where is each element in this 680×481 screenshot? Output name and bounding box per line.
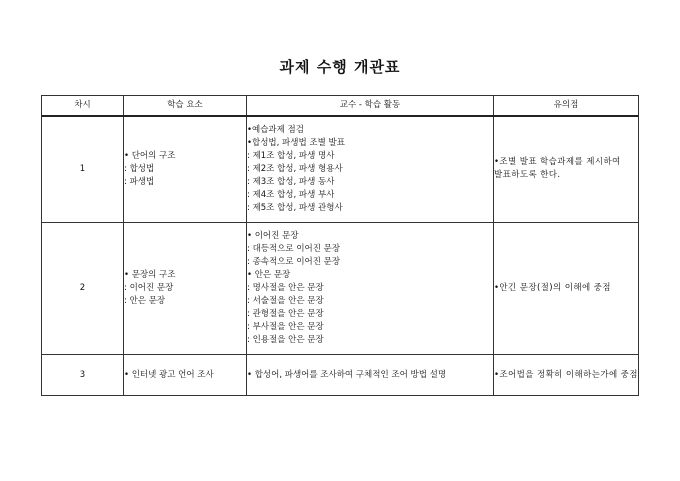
table-header-row <box>42 96 639 116</box>
activity-line: • 이어진 문장 <box>247 231 299 241</box>
element-line: • 인터넷 광고 언어 조사 <box>124 369 214 380</box>
activity-line: : 종속적으로 이어진 문장 <box>247 257 341 267</box>
learning-elements-cell <box>124 223 247 355</box>
activity-line: : 부사절을 안은 문장 <box>247 322 324 332</box>
header-session: 차시 <box>42 96 124 116</box>
task-overview-table <box>41 95 639 396</box>
activity-line: : 인용절을 안은 문장 <box>247 335 324 345</box>
element-line: : 이어진 문장 <box>124 283 174 293</box>
notes-cell <box>494 355 639 396</box>
element-line: • 문장의 구조 <box>124 270 176 280</box>
element-line: : 합성법 <box>124 163 155 174</box>
notes-cell <box>494 223 639 355</box>
header-notes: 유의점 <box>494 96 639 116</box>
table-row <box>42 355 639 396</box>
element-line: • 단어의 구조 <box>124 150 176 161</box>
table-row <box>42 116 639 223</box>
activities-cell <box>247 116 494 223</box>
activities-cell <box>247 355 494 396</box>
activity-line: •합성법, 파생법 조별 발표 <box>247 137 345 148</box>
notes-cell <box>494 116 639 223</box>
note-text: •안긴 문장(절)의 이해에 중점 <box>494 283 611 293</box>
activity-line: : 제4조 합성, 파생 부사 <box>247 189 335 200</box>
session-number: 2 <box>42 223 124 355</box>
activity-line: : 서술절을 안은 문장 <box>247 296 324 306</box>
session-number: 1 <box>42 116 124 223</box>
activity-line: •예습과제 점검 <box>247 124 304 135</box>
activities-cell <box>247 223 494 355</box>
element-line: : 안은 문장 <box>124 296 166 306</box>
activity-line: : 명사절을 안은 문장 <box>247 283 324 293</box>
learning-elements-cell <box>124 116 247 223</box>
note-text: •조어법을 정확히 이해하는가에 중점 <box>494 369 638 380</box>
learning-elements-cell <box>124 355 247 396</box>
header-learning-elements: 학습 요소 <box>124 96 247 116</box>
activity-line: : 제3조 합성, 파생 동사 <box>247 176 335 187</box>
activity-line: : 대등적으로 이어진 문장 <box>247 244 341 254</box>
activity-line: • 합성어, 파생어를 조사하여 구체적인 조어 방법 설명 <box>247 369 447 380</box>
activity-line: • 안은 문장 <box>247 270 291 280</box>
header-activities: 교수 - 학습 활동 <box>247 96 494 116</box>
activity-line: : 제5조 합성, 파생 관형사 <box>247 202 343 213</box>
activity-line: : 제2조 합성, 파생 형용사 <box>247 163 343 174</box>
activity-line: : 제1조 합성, 파생 명사 <box>247 150 335 161</box>
session-number: 3 <box>42 355 124 396</box>
table-row <box>42 223 639 355</box>
page-title: 과제 수행 개관표 <box>279 58 401 76</box>
activity-line: : 관형절을 안은 문장 <box>247 309 324 319</box>
element-line: : 파생법 <box>124 176 155 187</box>
note-text: •조별 발표 학습과제를 제시하여 발표하도록 한다. <box>494 157 621 181</box>
